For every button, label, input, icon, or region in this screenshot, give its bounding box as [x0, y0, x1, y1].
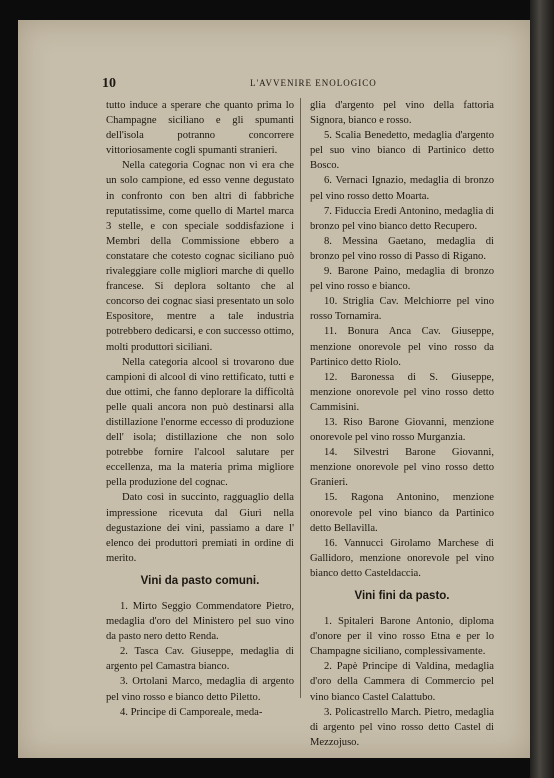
list-item: 13. Riso Barone Giovanni, menzione onorevole pel vino rosso Murganzia.	[310, 416, 494, 444]
list-item: 3. Policastrello March. Pietro, medaglia di argento pel vino rosso detto Castel di Mezzojuso.	[310, 706, 494, 748]
right-column	[310, 98, 494, 750]
list-item: 12. Baronessa di S. Giuseppe, menzione onorevole pel vino rosso detto Cammisini.	[310, 371, 494, 413]
page-number: 10	[102, 76, 116, 91]
list-item: 16. Vannucci Girolamo Marchese di Gallidoro, menzione onorevole pel vino bianco detto Casteldaccia.	[310, 537, 494, 579]
section-title: Vini da pasto comuni.	[140, 574, 260, 587]
page-header	[102, 76, 500, 92]
running-head: L'AVVENIRE ENOLOGICO	[250, 78, 377, 88]
list-item: 1. Mirto Seggio Commendatore Pietro, medaglia d'oro del Ministero pel suo vino da pasto nero detto Renda.	[106, 601, 294, 643]
paragraph: Dato così in succinto, ragguaglio della impressione ricevuta dal Giurì nella degustazione dei vini, passiamo a dare l' elenco dei produttori premiati in ordine di merito.	[106, 492, 294, 564]
list-item: 3. Ortolani Marco, medaglia di argento pel vino rosso e bianco detto Piletto.	[106, 676, 294, 703]
list-item: 2. Papè Principe di Valdina, medaglia d'oro della Cammera di Commercio pel vino bianco Castel Calattubo.	[310, 661, 494, 703]
column-divider	[300, 98, 301, 698]
paragraph: Nella categoria Cognac non vi era che un solo campione, ed esso venne degustato in confronto con ben altri di fabbriche reputatissime, come quello di Martel marca 3 stelle, e con speciale soddisfazione i Membri della Commissione ebbero a constatare che cotesto cognac siciliano può rivaleggiare colle migliori marche di quello francese. Si deplora soltanto che al concorso dei cognac siasi presentato un solo Espositore, mentre a tale industria potrebbero dedicarsi, e con successo ottimo, molti produttori siciliani.	[106, 160, 294, 353]
list-item: 9. Barone Paino, medaglia di bronzo pel vino rosso e bianco.	[310, 266, 494, 293]
list-item: 6. Vernaci Ignazio, medaglia di bronzo pel vino rosso detto Moarta.	[310, 175, 494, 202]
paragraph: tutto induce a sperare che quanto prima lo Champagne siciliano e gli spumanti dell'isola potranno concorrere vittoriosamente cogli spumanti stranieri.	[106, 100, 294, 157]
list-item: 10. Striglia Cav. Melchiorre pel vino rosso Tornamira.	[310, 296, 494, 323]
list-item: 14. Silvestri Barone Giovanni, menzione onorevole pel vino rosso detto Granieri.	[310, 447, 494, 489]
page-edge	[530, 0, 554, 778]
list-item: 4. Principe di Camporeale, meda-	[120, 706, 263, 718]
list-item: 11. Bonura Anca Cav. Giuseppe, menzione onorevole pel vino rosso da Partinico detto Riolo.	[310, 326, 494, 368]
list-item: 2. Tasca Cav. Giuseppe, medaglia di argento pel Camastra bianco.	[106, 646, 294, 673]
list-item: glia d'argento pel vino della fattoria Signora, bianco e rosso.	[310, 100, 494, 127]
list-item: 7. Fiduccia Eredi Antonino, medaglia di bronzo pel vino bianco detto Recupero.	[310, 205, 494, 232]
section-title: Vini fini da pasto.	[354, 590, 450, 602]
list-item: 15. Ragona Antonino, menzione onorevole pel vino bianco da Partinico detto Bellavilla.	[310, 492, 494, 534]
left-column	[106, 98, 294, 720]
list-item: 5. Scalia Benedetto, medaglia d'argento pel suo vino bianco di Partinico detto Bosco.	[310, 130, 494, 172]
paragraph: Nella categoria alcool si trovarono due campioni di alcool di vino rettificato, tutti e due ottimi, che fanno deplorare la difficoltà pelle quali ancora non può destinarsi alla distillazione l'enorme eccesso di produzione dell' isola; distillazione che non solo potrebbe fornire l'alcool salutare per eccellenza, ma la materia prima migliore pella produzione del cognac.	[106, 356, 294, 489]
list-item: 1. Spitaleri Barone Antonio, diploma d'onore per il vino rosso Etna e per lo Champagne siciliano, complessivamente.	[310, 616, 494, 658]
list-item: 8. Messina Gaetano, medaglia di bronzo pel vino rosso di Passo di Rigano.	[310, 235, 494, 262]
